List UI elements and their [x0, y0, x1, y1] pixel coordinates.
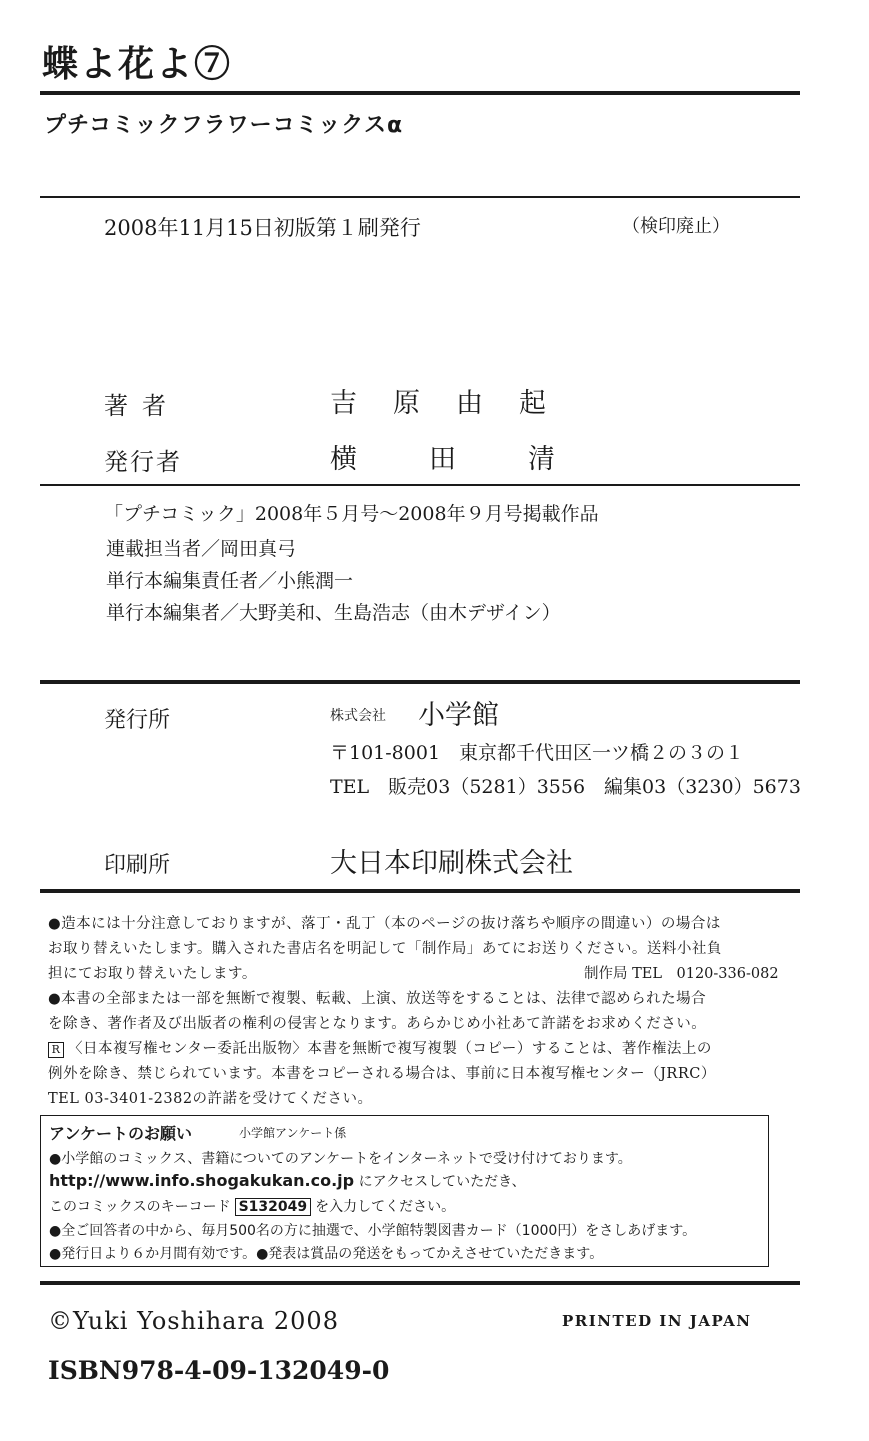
isbn: ISBN978-4-09-132049-0: [48, 1356, 390, 1385]
survey-key-code: S132049: [235, 1198, 312, 1216]
notice-line-3: 担にてお取り替えいたします。: [48, 966, 257, 982]
notice-line-6: [48, 1037, 712, 1058]
survey-line-5: ●発行日より６か月間有効です。●発表は賞品の発送をもってかえさせていただきます。: [49, 1246, 604, 1262]
header-rule: [40, 91, 800, 95]
notice-line-7: 例外を除き、禁じられています。本書をコピーされる場合は、事前に日本複写権センター（JRRC）: [48, 1066, 716, 1082]
publisher-rule: [40, 680, 800, 684]
survey-url[interactable]: http://www.info.shogakukan.co.jp: [49, 1171, 355, 1190]
survey-box: [40, 1115, 769, 1267]
book-title: 蝶よ花よ⑦: [42, 43, 233, 85]
credit-line-1: 「プチコミック」2008年５月号～2008年９月号掲載作品: [104, 503, 599, 525]
seal-note: （検印廃止）: [622, 216, 730, 237]
survey-url-line: [49, 1171, 526, 1191]
notice-line-2: お取り替えいたします。購入された書店名を明記して「制作局」あてにお送りください。送料小社負: [48, 941, 722, 957]
notice-line-1: ●造本には十分注意しておりますが、落丁・乱丁（本のページの抜け落ちや順序の間違い）の場合は: [48, 916, 721, 932]
footer-rule: [40, 1281, 800, 1285]
survey-key-suffix: を入力してください。: [315, 1199, 456, 1215]
printer-name: 大日本印刷株式会社: [330, 848, 573, 879]
publisher-name: 小学館: [418, 700, 499, 731]
edition-rule: [40, 196, 800, 198]
credit-line-3: 単行本編集責任者／小熊潤一: [106, 570, 354, 592]
publisher-address: 〒101-8001 東京都千代田区一ツ橋２の３の１: [330, 742, 745, 764]
copyright: ©Yuki Yoshihara 2008: [48, 1307, 339, 1335]
survey-title: アンケートのお願い: [49, 1124, 193, 1143]
survey-line-1: ●小学館のコミックス、書籍についてのアンケートをインターネットで受け付けております。: [49, 1151, 632, 1167]
notice-line-5: を除き、著作者及び出版者の権利の侵害となります。あらかじめ小社あて許諾をお求めください。: [48, 1016, 707, 1032]
notice-contact: 制作局 TEL 0120-336-082: [584, 966, 779, 982]
publisher-tel: TEL 販売03（5281）3556 編集03（3230）5673: [330, 776, 801, 798]
series-name: プチコミックフラワーコミックスα: [44, 113, 404, 138]
edition-line: 2008年11月15日初版第１刷発行: [104, 216, 421, 240]
printer-label: 印刷所: [104, 853, 171, 878]
r-mark-icon: R: [48, 1042, 64, 1058]
notice-line-8: TEL 03-3401-2382の許諾を受けてください。: [48, 1091, 373, 1107]
credit-line-2: 連載担当者／岡田真弓: [106, 538, 297, 560]
corp-prefix: 株式会社: [330, 708, 386, 724]
credit-line-4: 単行本編集者／大野美和、生島浩志（由木デザイン）: [106, 602, 561, 624]
publisher-label: 発行所: [104, 708, 171, 733]
notice-line-4: ●本書の全部または一部を無断で複製、転載、上演、放送等をすることは、法律で認められた場合: [48, 991, 707, 1007]
survey-url-suffix: にアクセスしていただき、: [358, 1174, 526, 1190]
survey-key-prefix: このコミックスのキーコード: [49, 1199, 231, 1215]
survey-subtitle: 小学館アンケート係: [239, 1126, 347, 1140]
author-label: 著者: [104, 392, 180, 420]
issuer-label: 発行者: [104, 448, 182, 476]
credits-rule: [40, 484, 800, 486]
issuer-name: 横田清: [330, 444, 627, 475]
r-line: 〈日本複写権センター委託出版物〉本書を無断で複写複製（コピー）することは、著作権法上の: [68, 1041, 712, 1057]
survey-key-line: [49, 1196, 455, 1216]
printed-in: PRINTED IN JAPAN: [562, 1312, 752, 1330]
survey-line-4: ●全ご回答者の中から、毎月500名の方に抽選で、小学館特製図書カード（1000円）をさしあげます。: [49, 1223, 697, 1239]
notice-rule: [40, 889, 800, 893]
author-name: 吉原由起: [330, 388, 582, 419]
